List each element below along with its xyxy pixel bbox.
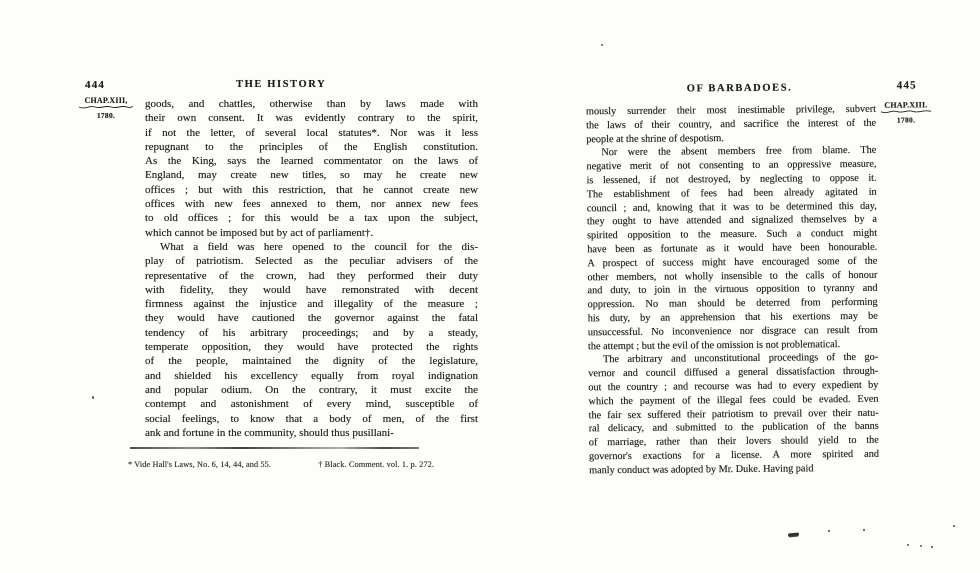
text-line: they would have cautioned the governor against the fatal	[145, 312, 478, 325]
scan-speck	[92, 396, 94, 399]
text-line: they ought to have attended and signalized themselves by a	[586, 214, 877, 228]
text-line: the attempt ; but the evil of the omission is not problematical.	[587, 338, 841, 352]
text-line: offices ; but with this restriction, that he cannot create new	[145, 183, 478, 196]
text-line: and duty, to join in the virtuous opposition to tyranny and	[587, 283, 878, 297]
text-line: out the country ; and recourse was had to every expedient by	[588, 379, 879, 394]
text-line: A prospect of success might have encouraged some of the	[587, 255, 878, 270]
chapter-label: CHAP.XIII.	[884, 100, 928, 110]
running-title-left: THE HISTORY	[236, 79, 327, 90]
scan-speck	[863, 529, 865, 531]
text-line: and popular odium. On the contrary, it must excite the	[145, 383, 478, 396]
text-line: tendency of his arbitrary proceedings; and by a steady,	[145, 326, 478, 339]
footnote-asterisk: * Vide Hall's Laws, No. 6, 14, 44, and 55.	[128, 460, 272, 469]
text-line: mously surrender their most inestimable privilege, subvert	[585, 103, 877, 118]
text-line: vernor and council diffused a general dissatisfaction through-	[588, 365, 879, 380]
text-line: The establishment of fees had been already agitated in	[586, 186, 877, 201]
text-line: with fidelity, they would have remonstrated with decent	[145, 283, 478, 296]
text-line: social feelings, to know that a body of men, of the first	[145, 412, 478, 425]
text-line: play of patriotism. Selected as the peculiar advisers of the	[145, 255, 478, 268]
scan-speck	[601, 44, 603, 46]
scan-speck	[953, 525, 955, 527]
year-label: 1780.	[96, 111, 116, 120]
right-page	[490, 0, 980, 573]
running-title-right: OF BARBADOES.	[686, 82, 793, 95]
scan-speck	[828, 530, 830, 532]
text-line: have been as fortunate as it would have been honourable.	[587, 241, 878, 256]
year-label: 1780.	[896, 115, 916, 125]
scan-speck	[931, 546, 933, 548]
footnote-rule	[130, 447, 419, 449]
text-line: spirited opposition to the measure. Such a conduct might	[587, 227, 878, 242]
text-line: ral delicacy, and submitted to the publication of the banns	[588, 421, 879, 435]
text-line: As the King, says the learned commentator on the laws of	[145, 155, 478, 168]
text-line: What a field was here opened to the council for the dis-	[160, 240, 478, 253]
text-line: council ; and, knowing that it was to be determined this day,	[586, 200, 877, 214]
text-line: of the people, maintained the dignity of the legislature,	[145, 355, 478, 368]
margin-note-right	[876, 101, 936, 124]
text-line: The arbitrary and unconstitutional proceedings of the go-	[603, 352, 879, 366]
chapter-label: CHAP.XIII,	[84, 96, 128, 105]
text-line: his duty, by an apprehension that his exertions may be	[587, 310, 878, 325]
text-line: their own consent. It was evidently contrary to the spirit,	[145, 112, 478, 125]
text-line: the fair sex suffered their patriotism to prevail over their natu-	[588, 407, 879, 421]
text-line: which the payment of the illegal fees could be evaded. Even	[588, 393, 879, 408]
text-line: manly conduct was adopted by Mr. Duke. Having paid	[589, 463, 814, 477]
text-line: of marriage, rather than their lovers should yield to the	[588, 434, 879, 449]
footnotes	[128, 460, 434, 469]
right-page-body	[586, 103, 879, 478]
text-line: people at the shrine of despotism.	[586, 132, 724, 145]
footnote-dagger: † Black. Comment. vol. 1. p. 272.	[318, 460, 434, 469]
text-line: oppression. No man should be deterred from performing	[587, 296, 878, 311]
text-line: firmness against the injustice and illegality of the measure ;	[145, 298, 478, 311]
page-number-right: 445	[896, 79, 917, 92]
right-page-content	[488, 0, 980, 573]
text-line: governor's exactions for a license. A more spirited and	[588, 448, 880, 463]
text-line: goods, and chattles, otherwise than by laws made with	[145, 98, 478, 110]
text-line: the laws of their country, and sacrifice the interest of the	[586, 117, 877, 132]
scan-speck	[920, 545, 922, 547]
text-line: repugnant to the principles of the English constitution.	[145, 140, 478, 153]
page-number-left: 444	[85, 79, 106, 91]
text-line: England, may create new titles, so may he create new	[145, 169, 478, 182]
text-line: if not the letter, of several local statutes*. Nor was it less	[145, 126, 478, 139]
scan-speck	[907, 544, 909, 546]
text-line: contempt and astonishment of every mind, susceptible of	[145, 398, 478, 411]
text-line: negative merit of not consenting to an oppressive measure,	[586, 158, 877, 173]
text-line: ank and fortune in the community, should thus pusillani-	[145, 426, 394, 439]
text-line: other members, not wholly insensible to the calls of honour	[587, 269, 878, 283]
text-line: is lessened, if not destroyed, by neglecting to oppose it.	[586, 172, 877, 187]
text-line: unsuccessful. No inconvenience nor disgrace can result from	[587, 324, 878, 339]
text-line: representative of the crown, had they performed their duty	[145, 269, 478, 282]
margin-note-left	[68, 97, 144, 120]
left-page-body	[145, 97, 478, 440]
text-line: which cannot be imposed but by act of parliament†.	[145, 226, 374, 239]
text-line: temperate opposition, they would have protected the rights	[145, 341, 478, 354]
text-line: Nor were the absent members free from blame. The	[601, 145, 877, 159]
text-line: to old offices ; for this would be a tax upon the subject,	[145, 212, 478, 225]
text-line: and shielded his excellency equally from royal indignation	[145, 369, 478, 382]
text-line: offices with new fees annexed to them, nor annex new fees	[145, 198, 478, 211]
